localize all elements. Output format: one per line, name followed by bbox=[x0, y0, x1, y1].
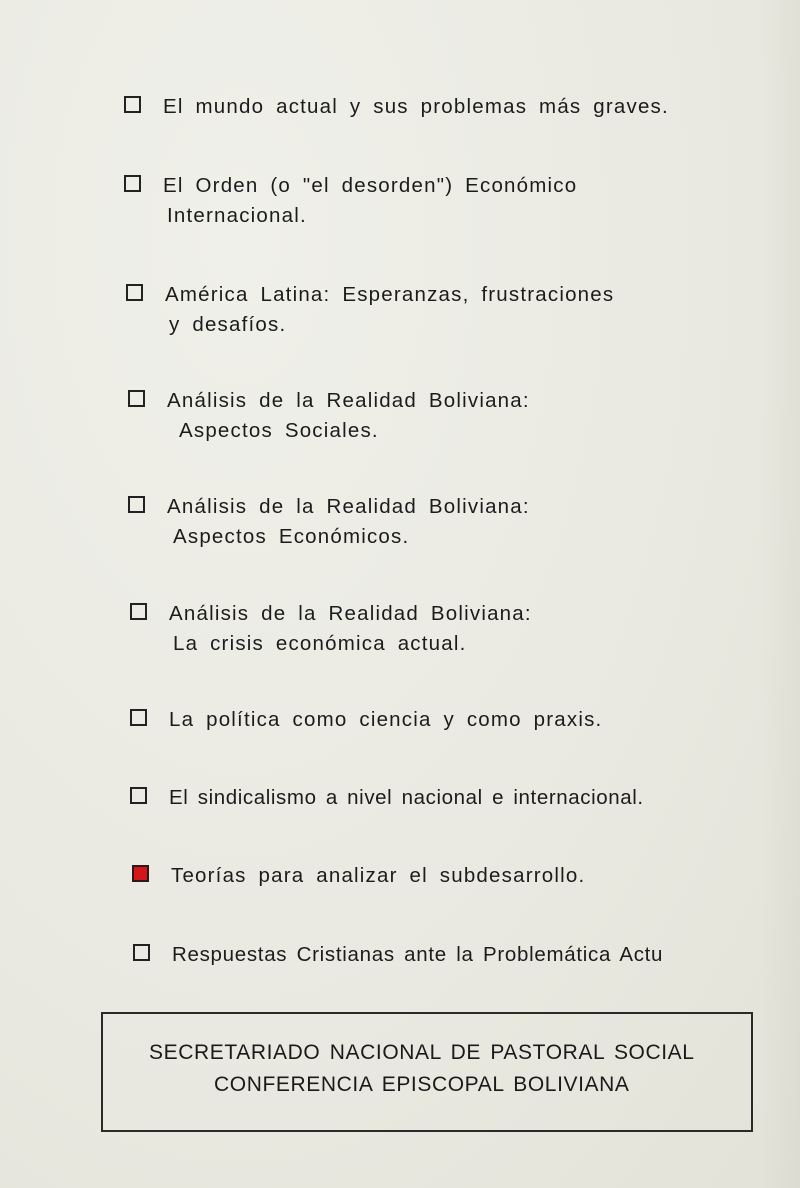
list-item-line: Respuestas Cristianas ante la Problemática Actu bbox=[172, 943, 664, 966]
checkbox-icon bbox=[133, 944, 150, 961]
list-item-line: El mundo actual y sus problemas más graves. bbox=[163, 95, 669, 118]
publisher-box bbox=[101, 1012, 753, 1132]
list-item-world-problems bbox=[124, 92, 669, 122]
checkbox-icon bbox=[130, 709, 147, 726]
list-item-line: Aspectos Económicos. bbox=[173, 525, 410, 548]
publisher-line-1: SECRETARIADO NACIONAL DE PASTORAL SOCIAL bbox=[149, 1041, 695, 1064]
list-item-line: Teorías para analizar el subdesarrollo. bbox=[171, 864, 586, 887]
list-item-politics bbox=[130, 705, 602, 735]
list-item-latin-america bbox=[126, 280, 614, 340]
list-item-line: América Latina: Esperanzas, frustraciones bbox=[165, 283, 615, 306]
list-item-line: Análisis de la Realidad Boliviana: bbox=[167, 389, 530, 412]
list-item-line: La política como ciencia y como praxis. bbox=[169, 708, 603, 731]
list-item-line: La crisis económica actual. bbox=[173, 632, 467, 655]
list-item-label bbox=[169, 783, 644, 813]
list-item-line: El Orden (o "el desorden") Económico bbox=[163, 174, 578, 197]
publisher-line-2: CONFERENCIA EPISCOPAL BOLIVIANA bbox=[214, 1073, 630, 1096]
checkbox-icon bbox=[124, 96, 141, 113]
checkbox-icon bbox=[124, 175, 141, 192]
list-item-unionism bbox=[130, 783, 644, 813]
list-item-bolivia-crisis bbox=[130, 599, 532, 659]
list-item-line: y desafíos. bbox=[169, 313, 287, 336]
list-item-line: Análisis de la Realidad Boliviana: bbox=[169, 602, 532, 625]
checkbox-icon bbox=[130, 787, 147, 804]
list-item-line: Internacional. bbox=[167, 204, 307, 227]
checkbox-icon bbox=[126, 284, 143, 301]
list-item-label bbox=[163, 92, 669, 122]
list-item-label bbox=[169, 599, 532, 659]
list-item-christian-responses bbox=[133, 940, 663, 970]
list-item-bolivia-social bbox=[128, 386, 530, 446]
list-item-line: Aspectos Sociales. bbox=[179, 419, 379, 442]
list-item-label bbox=[169, 705, 602, 735]
list-item-underdevelopment bbox=[132, 861, 585, 891]
checkbox-icon bbox=[128, 496, 145, 513]
list-item-label bbox=[167, 492, 530, 552]
checked-checkbox-icon bbox=[132, 865, 149, 882]
list-item-economic-order bbox=[124, 171, 577, 231]
list-item-bolivia-economic bbox=[128, 492, 530, 552]
list-item-line: Análisis de la Realidad Boliviana: bbox=[167, 495, 530, 518]
list-item-label bbox=[172, 940, 663, 970]
list-item-label bbox=[167, 386, 530, 446]
list-item-line: El sindicalismo a nivel nacional e internacional. bbox=[169, 786, 644, 809]
checkbox-icon bbox=[128, 390, 145, 407]
checkbox-icon bbox=[130, 603, 147, 620]
list-item-label bbox=[165, 280, 614, 340]
list-item-label bbox=[163, 171, 577, 231]
list-item-label bbox=[171, 861, 585, 891]
